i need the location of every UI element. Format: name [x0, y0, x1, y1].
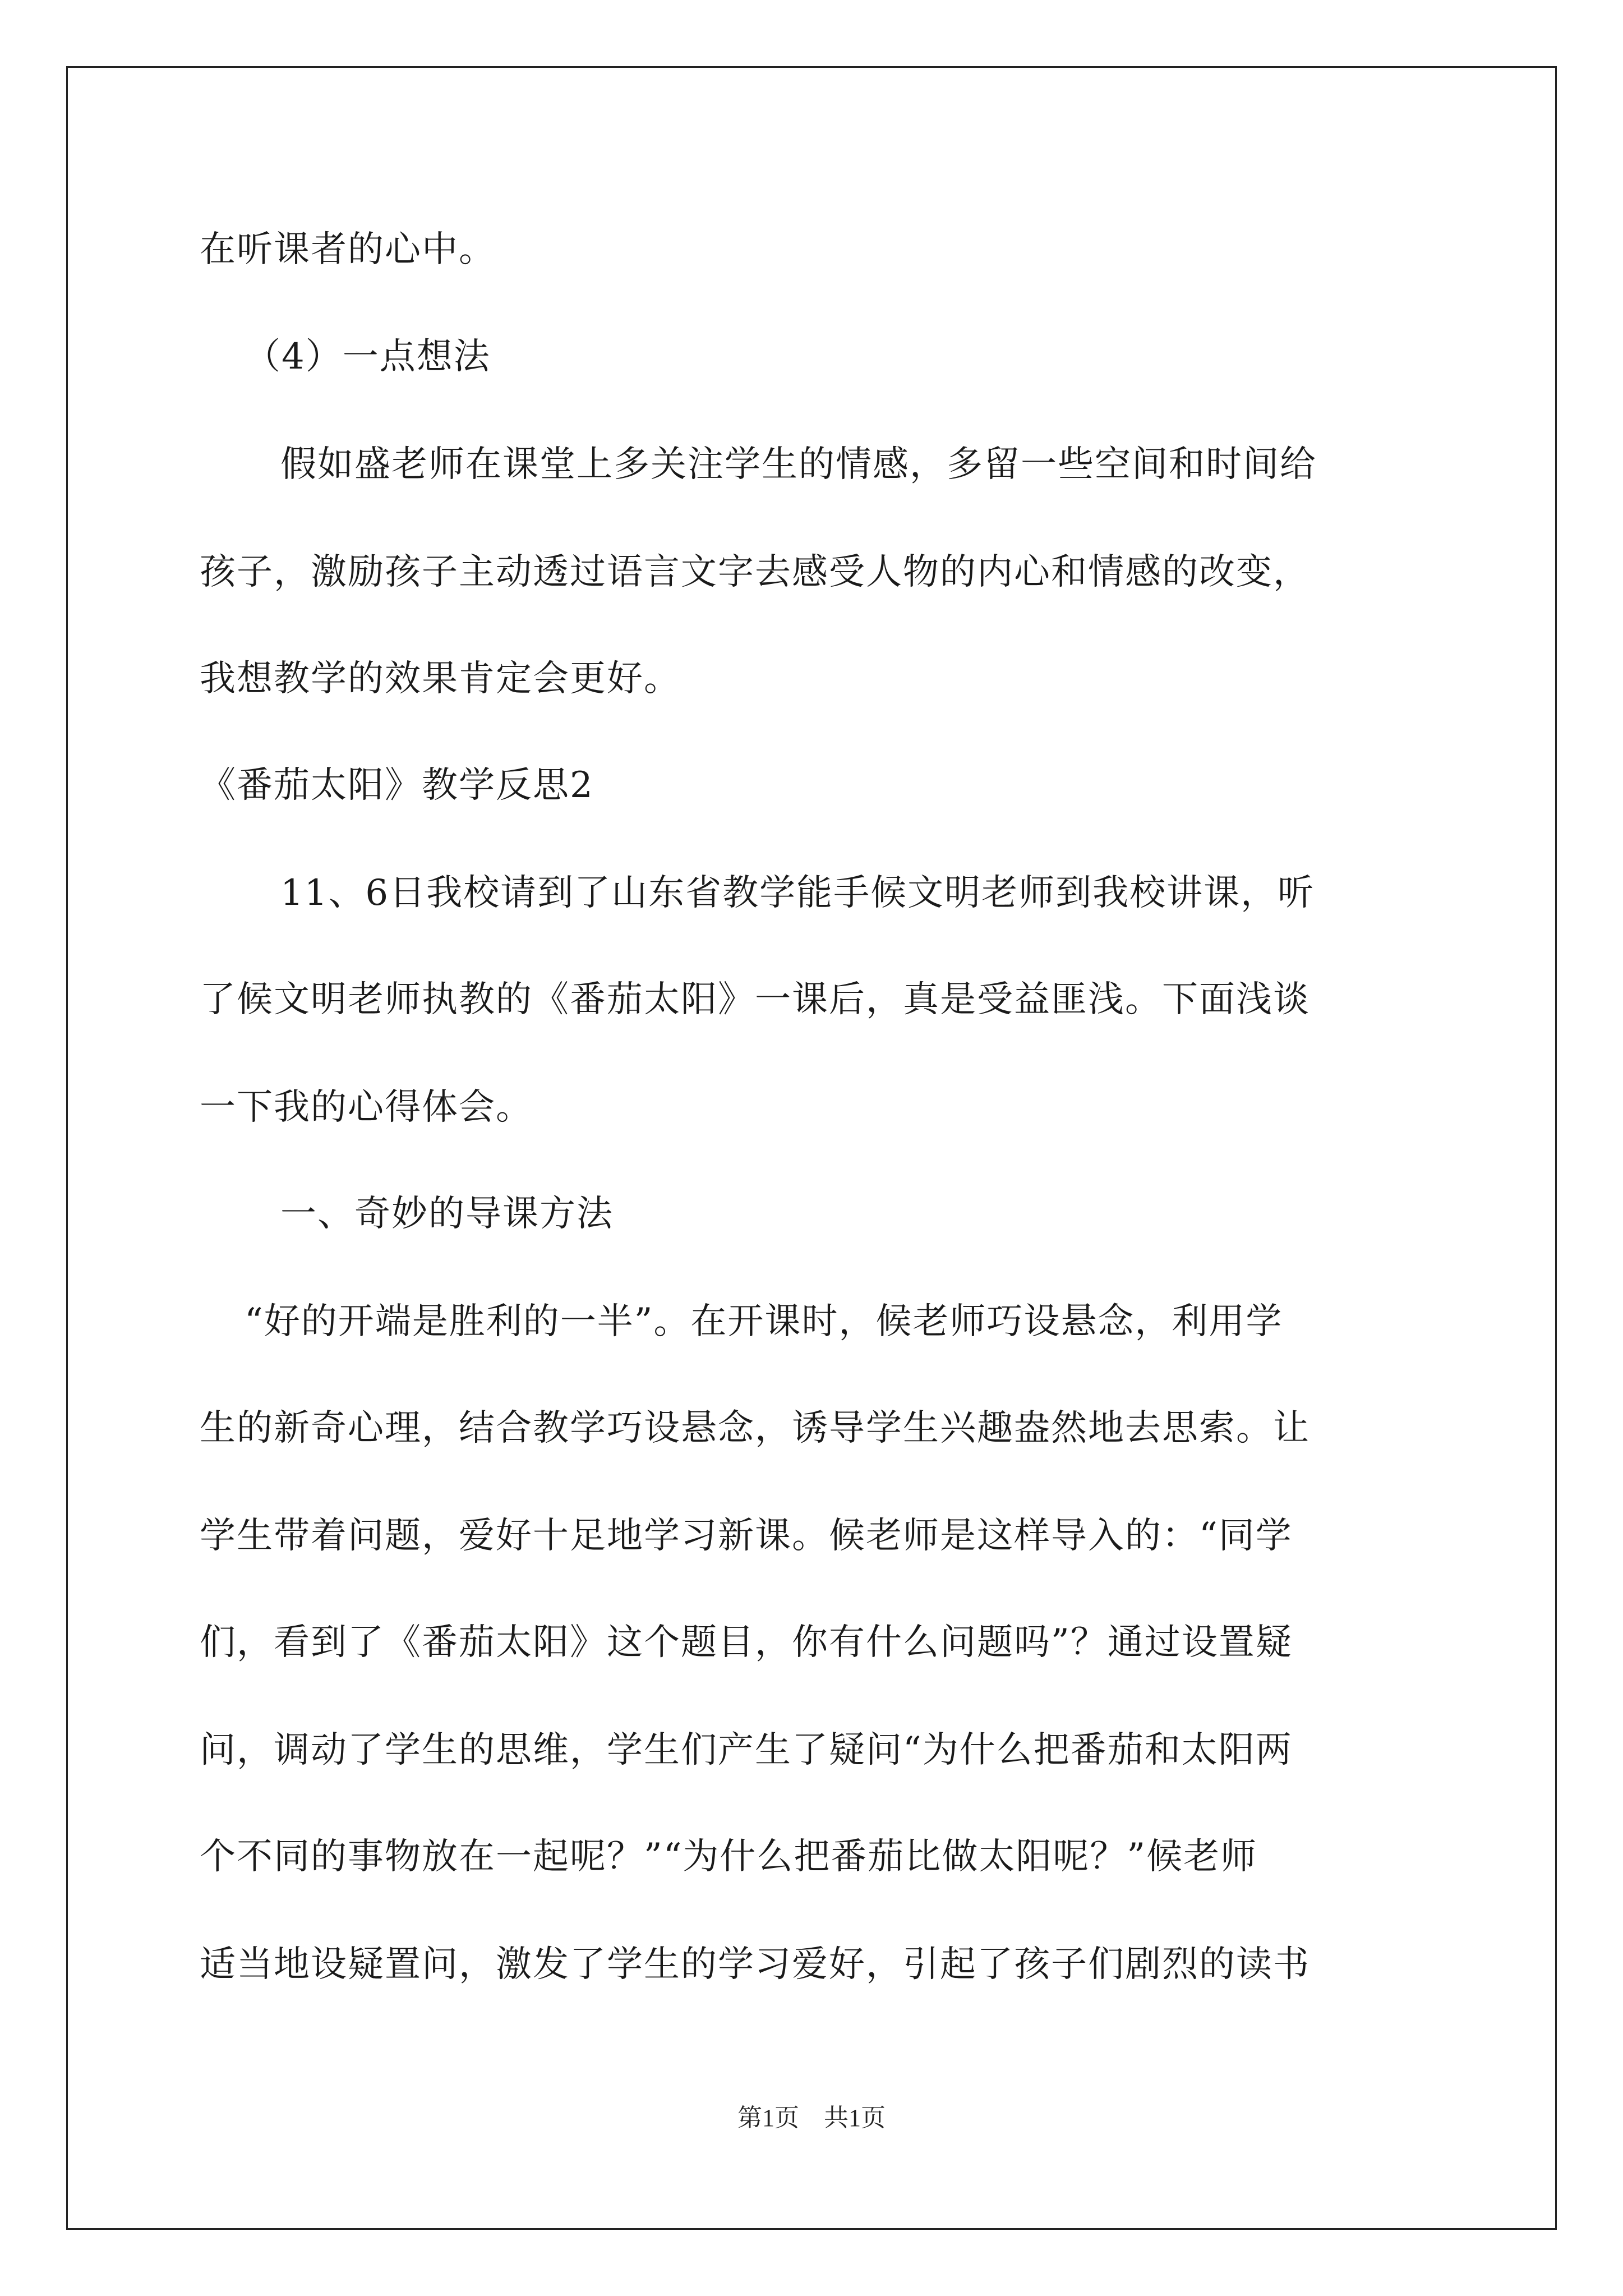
text-line-9: 一下我的心得体会。	[200, 1087, 533, 1128]
text-line-5: 我想教学的效果肯定会更好。	[200, 658, 681, 700]
text-line-12: 生的新奇心理，结合教学巧设悬念，诱导学生兴趣盎然地去思索。让	[200, 1407, 1310, 1449]
text-line-14: 们，看到了《番茄太阳》这个题目，你有什么问题吗”？通过设置疑	[200, 1622, 1293, 1663]
text-line-17: 适当地设疑置问，激发了学生的学习爱好，引起了孩子们剧烈的读书	[200, 1944, 1310, 1985]
subheading-thoughts: （4）一点想法	[245, 336, 491, 378]
text-line-3: 假如盛老师在课堂上多关注学生的情感，多留一些空间和时间给	[280, 444, 1317, 485]
text-line-16: 个不同的事物放在一起呢？”“为什么把番茄比做太阳呢？”候老师	[200, 1836, 1258, 1878]
text-line-1: 在听课者的心中。	[200, 229, 496, 270]
subheading-intro-method: 一、奇妙的导课方法	[280, 1193, 614, 1235]
text-line-8: 了候文明老师执教的《番茄太阳》一课后，真是受益匪浅。下面浅谈	[200, 979, 1310, 1020]
text-line-4: 孩子，激励孩子主动透过语言文字去感受人物的内心和情感的改变，	[200, 551, 1310, 593]
text-line-11: “好的开端是胜利的一半”。在开课时，候老师巧设悬念，利用学	[245, 1301, 1283, 1342]
text-line-7: 11、6日我校请到了山东省教学能手候文明老师到我校讲课，听	[280, 872, 1315, 914]
page-border	[66, 66, 1557, 2230]
text-line-13: 学生带着问题，爱好十足地学习新课。候老师是这样导入的：“同学	[200, 1515, 1293, 1557]
page-number-footer: 第1页 共1页	[737, 2104, 886, 2132]
text-line-15: 问，调动了学生的思维，学生们产生了疑问“为什么把番茄和太阳两	[200, 1729, 1293, 1771]
section-title: 《番茄太阳》教学反思2	[200, 765, 594, 806]
